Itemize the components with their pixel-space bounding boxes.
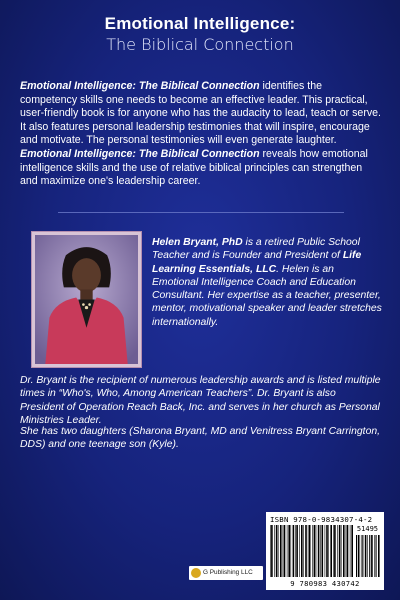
isbn-barcode — [266, 512, 384, 590]
publisher-badge — [189, 566, 263, 580]
barcode-bar — [326, 525, 328, 577]
barcode-bar — [361, 535, 362, 577]
barcode-bar — [320, 525, 321, 577]
barcode-bar — [291, 525, 292, 577]
barcode-bar — [284, 525, 286, 577]
barcode-bar — [271, 525, 273, 577]
barcode-bar — [351, 525, 353, 577]
barcode-bar — [274, 525, 275, 577]
barcode-bar — [350, 525, 351, 577]
barcode-bar — [314, 525, 316, 577]
awards-paragraph: Dr. Bryant is the recipient of numerous leadership awards and is listed multiple times in “Who's, Who, Among American Teachers”. Dr. Bryant is also President of Operation Reach Back, Inc. and serves in her church as Personal Ministries Leader. — [20, 375, 381, 426]
barcode-bar — [339, 525, 341, 577]
book-title: Emotional Intelligence: — [104, 14, 296, 33]
barcode-bar — [371, 535, 373, 577]
book-subtitle: The Biblical Connection — [106, 35, 294, 54]
author-name: Helen Bryant, PhD — [152, 237, 243, 248]
barcode-bar — [305, 525, 307, 577]
description-part-2: reveals how emotional intelligence skills and the use of relative biblical principles can strengthen and maximize one's leadership career. — [20, 147, 368, 188]
barcode-bar — [367, 535, 368, 577]
barcode-bar — [299, 525, 300, 577]
book-title-inline-2: Emotional Intelligence: The Biblical Connection — [20, 147, 260, 160]
barcode-bar — [356, 535, 357, 577]
publisher-name: G Publishing LLC — [203, 569, 253, 576]
barcode-bar — [283, 525, 284, 577]
barcode-bar — [376, 535, 377, 577]
barcode-bar — [288, 525, 290, 577]
author-photo — [35, 235, 138, 364]
isbn-label: ISBN 978-0-9834307-4-2 — [270, 515, 373, 524]
barcode-bar — [333, 525, 334, 577]
barcode-bar — [378, 535, 380, 577]
barcode-bar — [358, 535, 360, 577]
company-name: Life Learning Essentials, LLC — [152, 250, 362, 275]
barcode-bar — [278, 525, 279, 577]
barcode-bar — [309, 525, 311, 577]
barcode-bar — [374, 535, 375, 577]
bio-text-2: . Helen is an Emotional Intelligence Coach and Education Consultant. Her expertise as a teacher, presenter, mentor, motivational speaker and leader stretches internationally. — [152, 263, 382, 328]
barcode-bar — [287, 525, 288, 577]
barcode-bar — [316, 525, 317, 577]
barcode-bar — [337, 525, 338, 577]
barcode-bar — [296, 525, 298, 577]
barcode-bar — [365, 535, 367, 577]
description-part-1: identifies the competency skills one needs to become an effective leader. This practical, user-friendly book is for anyone who has the audacity to lead, teach or serve. It also features personal leadership testimonies that will inspire, encourage and motivate. The personal testimonies will even generate laughter. — [20, 80, 381, 147]
section-divider — [58, 212, 344, 213]
bio-text-1: is a retired Public School Teacher and is Founder and President of — [152, 237, 360, 262]
price-code: 51495 — [356, 525, 378, 533]
barcode-bar — [328, 525, 329, 577]
barcode-bar — [318, 525, 320, 577]
barcode-bar — [341, 525, 342, 577]
barcode-bar — [330, 525, 332, 577]
barcode-bar — [301, 525, 303, 577]
barcode-bar — [312, 525, 313, 577]
barcode-bar — [362, 535, 363, 577]
barcode-bar — [325, 525, 326, 577]
barcode-bar — [334, 525, 336, 577]
barcode-bar — [369, 535, 370, 577]
barcode-bar — [280, 525, 282, 577]
barcode-bar — [343, 525, 345, 577]
barcode-bar — [347, 525, 349, 577]
book-title-inline: Emotional Intelligence: The Biblical Connection — [20, 80, 260, 92]
barcode-bar — [276, 525, 278, 577]
barcode-bar — [293, 525, 295, 577]
author-photo-frame — [31, 231, 142, 368]
book-description — [20, 80, 382, 189]
isbn-number — [270, 515, 380, 524]
barcode-bar — [295, 525, 296, 577]
barcode-bar — [303, 525, 304, 577]
barcode-digits: 9 780983 430742 — [290, 579, 360, 588]
title-block — [0, 14, 400, 54]
barcode-bar — [308, 525, 309, 577]
author-bio — [152, 236, 382, 329]
family-paragraph: She has two daughters (Sharona Bryant, MD and Venitress Bryant Carrington, DDS) and one teenage son (Kyle). — [20, 426, 381, 451]
barcode-bar — [322, 525, 324, 577]
barcode-bar — [346, 525, 347, 577]
barcode-bar — [270, 525, 271, 577]
publisher-logo-icon — [191, 568, 201, 578]
